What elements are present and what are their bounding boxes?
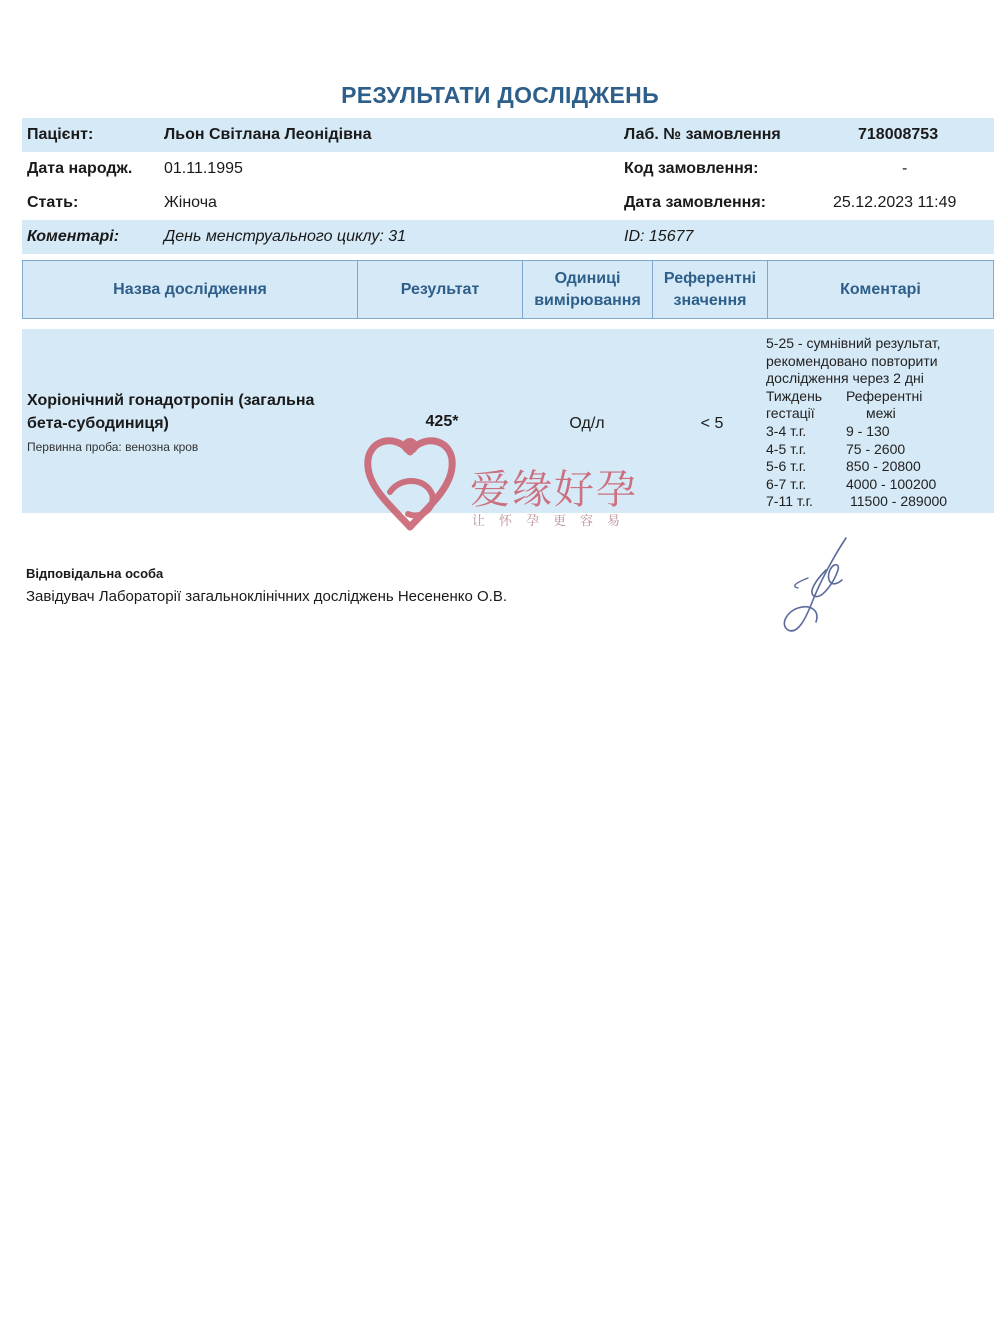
comment-line: 5-25 - сумнівний результат, (766, 335, 941, 351)
dob-label: Дата народж. (27, 160, 133, 177)
gestation-range: 4000 - 100200 (846, 475, 937, 492)
gestation-header (766, 388, 991, 406)
sex-row (22, 186, 994, 220)
lab-order-label: Лаб. № замовлення (624, 126, 781, 143)
gestation-range: 11500 - 289000 (850, 493, 948, 510)
responsible-name: Завідувач Лабораторії загальноклінічних досліджень Несененко О.В. (26, 588, 508, 605)
gestation-row (766, 493, 991, 511)
test-name (27, 389, 357, 435)
watermark-subtext: 让怀孕更容易 (472, 514, 635, 529)
test-name-line2: бета-субодиниця) (27, 415, 169, 432)
gestation-range: 75 - 2600 (846, 440, 906, 457)
gestation-week: 4-5 т.г. (766, 440, 807, 457)
header-reference (653, 261, 768, 318)
gestation-week: 7-11 т.г. (766, 493, 813, 510)
comments-row (22, 220, 994, 254)
responsible-label: Відповідальна особа (26, 566, 164, 581)
comments-label: Коментарі: (27, 228, 120, 245)
gestation-ref-header: Референтні (846, 387, 923, 404)
gestation-range: 9 - 130 (846, 422, 890, 439)
order-date-label: Дата замовлення: (624, 194, 766, 211)
sample-type: Первинна проба: венозна кров (27, 440, 199, 454)
gestation-week-header-2: гестації (766, 405, 815, 422)
gestation-ref-header-2: межі (866, 405, 896, 422)
header-units-line2: вимірювання (534, 291, 641, 309)
watermark (360, 432, 660, 537)
gestation-row (766, 458, 991, 476)
unit-value: Од/л (569, 415, 605, 432)
header-ref-line1: Референтні (663, 269, 757, 287)
patient-row (22, 118, 994, 152)
patient-name: Льон Світлана Леонідівна (164, 126, 372, 143)
comment-line: рекомендовано повторити (766, 352, 938, 369)
page-title: РЕЗУЛЬТАТИ ДОСЛІДЖЕНЬ (341, 82, 659, 108)
results-table-header (22, 260, 994, 319)
comment-line: дослідження через 2 дні (766, 370, 924, 387)
gestation-range: 850 - 20800 (846, 458, 921, 475)
order-code-value: - (902, 160, 908, 177)
gestation-week-header: Тиждень (766, 387, 823, 404)
watermark-text: 爱缘好孕 (470, 467, 638, 513)
id-value: ID: 15677 (624, 228, 694, 245)
comments-value: День менструального циклу: 31 (164, 228, 407, 245)
header-units (523, 261, 653, 318)
sex-label: Стать: (27, 194, 79, 211)
patient-label: Пацієнт: (27, 126, 94, 143)
gestation-row (766, 476, 991, 494)
gestation-header-2 (766, 405, 991, 423)
signature-icon (768, 530, 868, 645)
header-comments: Коментарі (840, 280, 921, 298)
gestation-row (766, 423, 991, 441)
lab-order-value: 718008753 (858, 126, 939, 143)
gestation-row (766, 441, 991, 459)
result-comments (766, 335, 991, 511)
test-name-line1: Хоріонічний гонадотропін (загальна (27, 392, 315, 409)
gestation-week: 3-4 т.г. (766, 422, 807, 439)
order-date-value: 25.12.2023 11:49 (833, 194, 957, 211)
result-value: 425* (425, 413, 459, 430)
header-test-name: Назва дослідження (23, 261, 358, 318)
gestation-week: 6-7 т.г. (766, 475, 807, 492)
gestation-week: 5-6 т.г. (766, 458, 807, 475)
dob-value: 01.11.1995 (164, 160, 243, 177)
dob-row (22, 152, 994, 186)
watermark-logo-icon (360, 432, 460, 537)
reference-value: < 5 (700, 415, 724, 432)
order-code-label: Код замовлення: (624, 160, 759, 177)
header-result: Результат (358, 261, 523, 318)
sex-value: Жіноча (164, 194, 217, 211)
header-units-line1: Одиниці (554, 269, 621, 287)
header-ref-line2: значення (673, 291, 747, 309)
